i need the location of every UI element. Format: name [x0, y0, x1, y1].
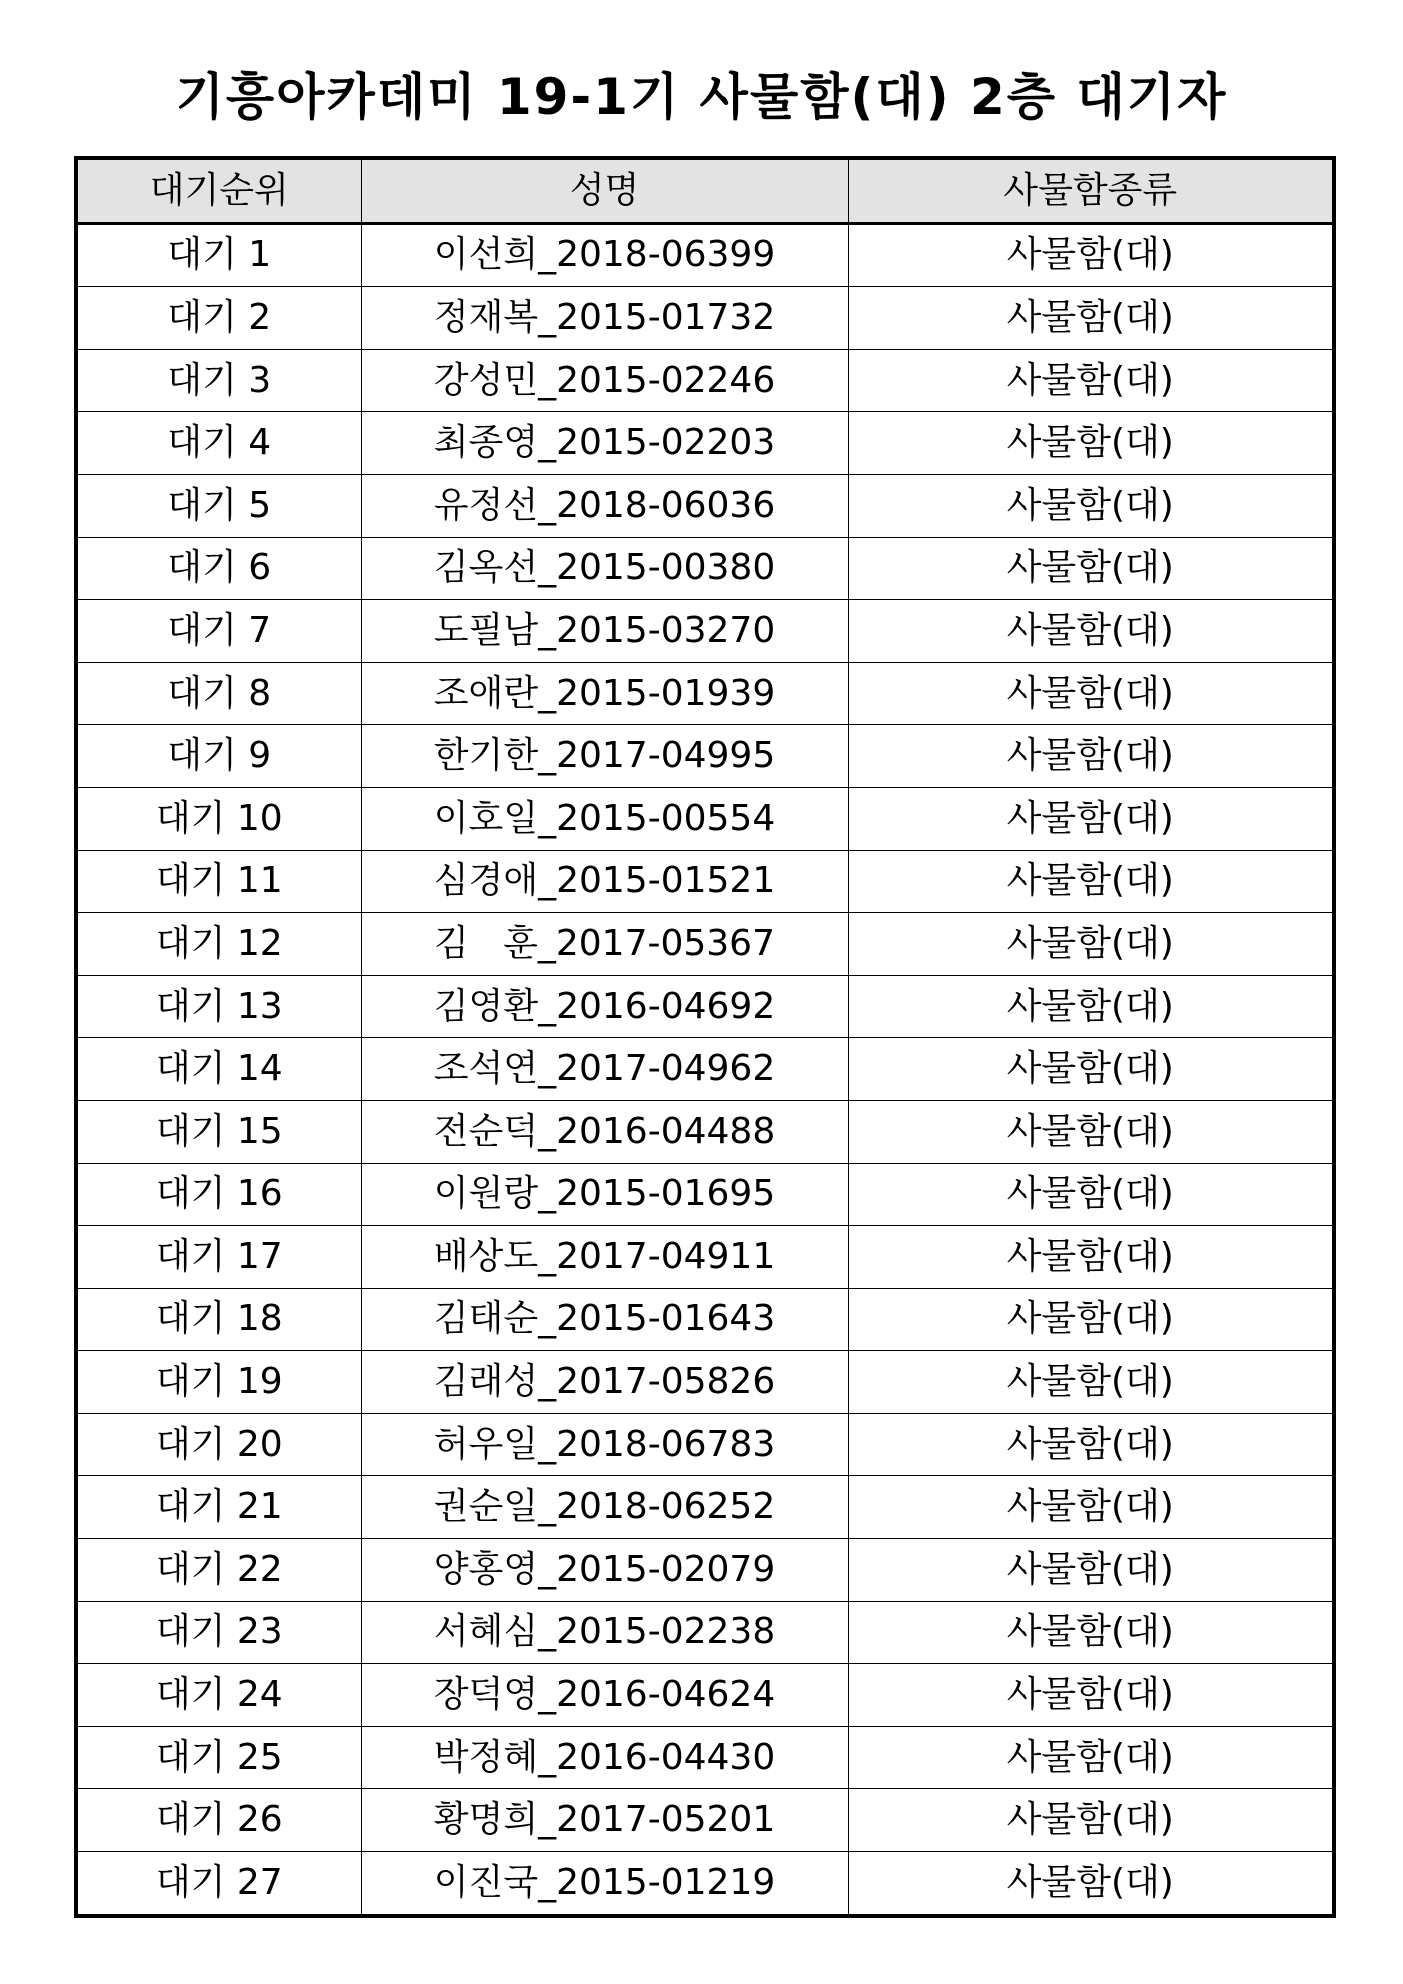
- table-row: [76, 1226, 1334, 1289]
- cell-locker-type: 사물함(대): [848, 474, 1334, 537]
- cell-name: 심경애_2015-01521: [361, 850, 848, 913]
- cell-rank: 대기 6: [76, 537, 361, 600]
- cell-locker-type: 사물함(대): [848, 662, 1334, 725]
- cell-name: 김영환_2016-04692: [361, 975, 848, 1038]
- table-body: [76, 223, 1334, 1916]
- cell-name: 서혜심_2015-02238: [361, 1601, 848, 1664]
- cell-name: 조석연_2017-04962: [361, 1038, 848, 1101]
- cell-locker-type: 사물함(대): [848, 725, 1334, 788]
- cell-locker-type: 사물함(대): [848, 1413, 1334, 1476]
- header-row: [76, 158, 1334, 223]
- table-row: [76, 1288, 1334, 1351]
- cell-rank: 대기 16: [76, 1163, 361, 1226]
- cell-locker-type: 사물함(대): [848, 287, 1334, 350]
- table-header: [76, 158, 1334, 223]
- cell-name: 조애란_2015-01939: [361, 662, 848, 725]
- cell-locker-type: 사물함(대): [848, 1664, 1334, 1727]
- cell-name: 이진국_2015-01219: [361, 1852, 848, 1916]
- cell-name: 이호일_2015-00554: [361, 787, 848, 850]
- waitlist-table: [74, 156, 1336, 1918]
- header-locker-type: 사물함종류: [848, 158, 1334, 223]
- cell-rank: 대기 7: [76, 600, 361, 663]
- cell-rank: 대기 24: [76, 1664, 361, 1727]
- cell-locker-type: 사물함(대): [848, 1789, 1334, 1852]
- cell-name: 권순일_2018-06252: [361, 1476, 848, 1539]
- cell-rank: 대기 22: [76, 1539, 361, 1602]
- cell-locker-type: 사물함(대): [848, 1038, 1334, 1101]
- cell-rank: 대기 20: [76, 1413, 361, 1476]
- cell-locker-type: 사물함(대): [848, 1226, 1334, 1289]
- cell-name: 정재복_2015-01732: [361, 287, 848, 350]
- header-name: 성명: [361, 158, 848, 223]
- page-title: 기흥아카데미 19-1기 사물함(대) 2층 대기자: [175, 68, 1228, 126]
- cell-name: 김옥선_2015-00380: [361, 537, 848, 600]
- table-row: [76, 1351, 1334, 1414]
- table-row: [76, 1789, 1334, 1852]
- cell-locker-type: 사물함(대): [848, 850, 1334, 913]
- cell-name: 양홍영_2015-02079: [361, 1539, 848, 1602]
- cell-rank: 대기 21: [76, 1476, 361, 1539]
- table-row: [76, 287, 1334, 350]
- cell-locker-type: 사물함(대): [848, 975, 1334, 1038]
- cell-name: 박정혜_2016-04430: [361, 1726, 848, 1789]
- cell-locker-type: 사물함(대): [848, 913, 1334, 976]
- table-row: [76, 1163, 1334, 1226]
- cell-rank: 대기 5: [76, 474, 361, 537]
- cell-locker-type: 사물함(대): [848, 787, 1334, 850]
- cell-rank: 대기 13: [76, 975, 361, 1038]
- cell-locker-type: 사물함(대): [848, 349, 1334, 412]
- cell-rank: 대기 18: [76, 1288, 361, 1351]
- table-row: [76, 537, 1334, 600]
- cell-locker-type: 사물함(대): [848, 600, 1334, 663]
- cell-rank: 대기 12: [76, 913, 361, 976]
- cell-locker-type: 사물함(대): [848, 1351, 1334, 1414]
- cell-rank: 대기 27: [76, 1852, 361, 1916]
- cell-name: 한기한_2017-04995: [361, 725, 848, 788]
- cell-locker-type: 사물함(대): [848, 1852, 1334, 1916]
- table-row: [76, 223, 1334, 287]
- cell-locker-type: 사물함(대): [848, 223, 1334, 287]
- table-row: [76, 1852, 1334, 1916]
- cell-name: 강성민_2015-02246: [361, 349, 848, 412]
- table-row: [76, 1664, 1334, 1727]
- table-row: [76, 412, 1334, 475]
- cell-rank: 대기 23: [76, 1601, 361, 1664]
- cell-name: 이원랑_2015-01695: [361, 1163, 848, 1226]
- cell-name: 장덕영_2016-04624: [361, 1664, 848, 1727]
- table-row: [76, 1476, 1334, 1539]
- cell-rank: 대기 1: [76, 223, 361, 287]
- cell-rank: 대기 2: [76, 287, 361, 350]
- table-row: [76, 1100, 1334, 1163]
- table-row: [76, 1726, 1334, 1789]
- cell-locker-type: 사물함(대): [848, 1539, 1334, 1602]
- cell-name: 김태순_2015-01643: [361, 1288, 848, 1351]
- table-row: [76, 1601, 1334, 1664]
- cell-rank: 대기 4: [76, 412, 361, 475]
- table-row: [76, 1413, 1334, 1476]
- cell-name: 유정선_2018-06036: [361, 474, 848, 537]
- cell-name: 전순덕_2016-04488: [361, 1100, 848, 1163]
- cell-rank: 대기 17: [76, 1226, 361, 1289]
- cell-rank: 대기 26: [76, 1789, 361, 1852]
- cell-name: 김 훈_2017-05367: [361, 913, 848, 976]
- cell-name: 최종영_2015-02203: [361, 412, 848, 475]
- cell-locker-type: 사물함(대): [848, 537, 1334, 600]
- table-row: [76, 349, 1334, 412]
- cell-name: 이선희_2018-06399: [361, 223, 848, 287]
- cell-rank: 대기 15: [76, 1100, 361, 1163]
- cell-rank: 대기 25: [76, 1726, 361, 1789]
- cell-rank: 대기 10: [76, 787, 361, 850]
- cell-name: 허우일_2018-06783: [361, 1413, 848, 1476]
- cell-name: 김래성_2017-05826: [361, 1351, 848, 1414]
- cell-rank: 대기 9: [76, 725, 361, 788]
- cell-locker-type: 사물함(대): [848, 412, 1334, 475]
- cell-locker-type: 사물함(대): [848, 1601, 1334, 1664]
- table-row: [76, 725, 1334, 788]
- table-row: [76, 787, 1334, 850]
- cell-rank: 대기 3: [76, 349, 361, 412]
- table-row: [76, 474, 1334, 537]
- cell-rank: 대기 11: [76, 850, 361, 913]
- cell-name: 황명희_2017-05201: [361, 1789, 848, 1852]
- table-row: [76, 850, 1334, 913]
- cell-locker-type: 사물함(대): [848, 1726, 1334, 1789]
- table-row: [76, 662, 1334, 725]
- table-row: [76, 1539, 1334, 1602]
- cell-locker-type: 사물함(대): [848, 1476, 1334, 1539]
- cell-locker-type: 사물함(대): [848, 1288, 1334, 1351]
- cell-rank: 대기 19: [76, 1351, 361, 1414]
- table-row: [76, 1038, 1334, 1101]
- cell-name: 도필남_2015-03270: [361, 600, 848, 663]
- header-rank: 대기순위: [76, 158, 361, 223]
- cell-rank: 대기 14: [76, 1038, 361, 1101]
- cell-rank: 대기 8: [76, 662, 361, 725]
- table-row: [76, 913, 1334, 976]
- table-row: [76, 600, 1334, 663]
- cell-locker-type: 사물함(대): [848, 1163, 1334, 1226]
- table-row: [76, 975, 1334, 1038]
- cell-locker-type: 사물함(대): [848, 1100, 1334, 1163]
- cell-name: 배상도_2017-04911: [361, 1226, 848, 1289]
